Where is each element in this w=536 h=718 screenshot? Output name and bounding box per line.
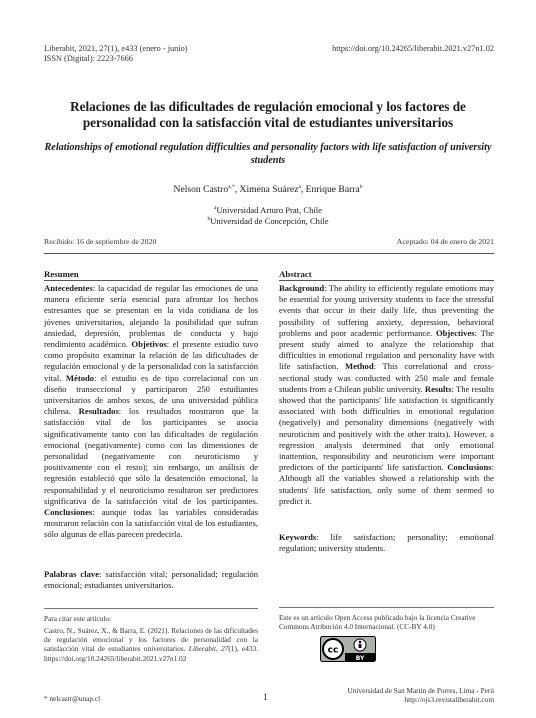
citation-text (44, 626, 258, 663)
citation-journal: Liberabit, 27 (188, 644, 229, 654)
section-label: Results (424, 383, 452, 394)
resumen-heading: Resumen (44, 269, 79, 279)
keywords-text: : life satisfaction; personality; emotional regulation; university students. (279, 532, 494, 554)
resumen-body (44, 283, 258, 541)
keywords-text: : satisfacción vital; personalidad; regulación emocional; estudiantes universitarios. (44, 569, 258, 591)
doi-link[interactable]: https://doi.org/10.24265/liberabit.2021.v27n1.02 (332, 44, 494, 53)
citation-tail[interactable]: (1), e433. https://doi.org/10.24265/liberabit.2021.v27n1.02 (44, 644, 259, 663)
author-list (40, 184, 496, 195)
divider (279, 280, 494, 281)
author-superscript: b (359, 184, 363, 190)
abstract-body (279, 283, 494, 507)
section-text: : el presente estudio tuvo como propósito examinar la relación de las dificultades de regulación emocional y de la personalidad con la satisfacción vital. (44, 339, 258, 383)
corresponding-email[interactable]: * nelcastr@unap.cl (44, 694, 101, 703)
section-label: Objectives (435, 327, 475, 338)
accepted-date: Aceptado: 04 de enero de 2021 (396, 237, 494, 246)
author-name: Ximena Suárez (239, 184, 299, 196)
affiliation-superscript: b (207, 216, 211, 222)
issn-line: ISSN (Digital): 2223-7666 (44, 54, 133, 63)
affiliation-superscript: a (214, 205, 217, 211)
journal-url[interactable]: http://ojs3.revistaliberabit.com (404, 695, 494, 704)
section-text: : Although all the variables showed a relationship with the students' life satisfaction, only some of them seemed to predict it. (279, 462, 494, 506)
publisher-line: Universidad de San Martín de Porres, Lima - Perú (347, 686, 494, 695)
section-text: : aunque todas las variables consideradas mostraron relación con la satisfacción vital de los estudiantes, sólo algunas de ellas parecen predecirla. (44, 507, 258, 540)
author-separator: , (300, 184, 306, 196)
author-name: Nelson Castro (173, 184, 229, 196)
section-text: : los resultados mostraron que la satisfacción vital de los participantes se asocia significativamente tanto con las dificultades de regulación emocional (negativamente) como con las dimensiones de personalidad (negativamente con neuroticismo y positivamente con el resto); sin embargo, un análisis de regresión estableció que sólo la desatención emocional, la responsabilidad y el neuroticismo resultaron ser predictores significativa de la satisfacción vital de los participantes. (44, 406, 259, 506)
section-text: : el estudio es de tipo correlacional con un diseño transeccional y participaron 250 estudiantes universitarios de ambos sexos, de una universidad pública chilena. (44, 372, 258, 417)
section-label: Method (344, 361, 374, 372)
divider (44, 280, 258, 281)
citation-reference: Castro, N., Suárez, X., & Barra, E. (2021). Relaciones de las dificultades de regulación emocional y los factores de personalidad con la satisfacción vital de estudiantes universitarios. (44, 626, 258, 654)
received-date: Recibido: 16 de septiembre de 2020 (44, 237, 157, 246)
page-number: 1 (263, 692, 268, 702)
keywords-label: Palabras clave (44, 569, 100, 579)
title-spanish: Relaciones de las dificultades de regulación emocional y los factores de personalidad con la satisfacción vital de estudiantes universitarios (70, 99, 466, 130)
section-label: Antecedentes (44, 283, 93, 293)
abstract-keywords (279, 532, 494, 554)
abstract-text (279, 283, 494, 506)
divider (44, 608, 258, 609)
divider (279, 607, 494, 608)
author-separator: , (234, 184, 240, 196)
divider (44, 253, 494, 254)
section-text: : The results showed that the participants' life satisfaction is significantly associated with both difficulties in emotional regulation (negatively) and personality dimensions (negatively with neuroticism and positively with the other traits). However, a regression analysis determined that only emotional inattention, responsibility and neuroticism were important predictors of the participants' life satisfaction. (279, 383, 495, 473)
section-label: Conclusiones (44, 507, 93, 518)
license-text: Este es un artículo Open Access publicado bajo la licencia Creative Commons Atribución 4.0 Internacional. (CC-BY 4.0) (279, 613, 476, 632)
section-label: Método (65, 372, 95, 383)
section-label: Resultados (78, 406, 119, 417)
section-text: : The ability to efficiently regulate emotions may be essential for young university students to face the stressful events that occur in their daily life, thus preventing the possibility of suffering anxiety, depression, behavioral problems and poor academic performance. (279, 283, 494, 338)
citation-label: Para citar este artículo: (44, 614, 112, 623)
author-superscript: a (298, 184, 301, 190)
author-superscript: a,* (228, 184, 235, 190)
section-label: Conclusions (447, 462, 492, 473)
section-text: : This correlational and cross-sectional study was conducted with 250 male and female students from a Chilean public university. (279, 361, 494, 394)
section-text: : la capacidad de regular las emociones de una manera eficiente sería esencial para afrontar los hechos estresantes que se presentan en la vida cotidiana de los jóvenes universitarios, alejando la posibilidad que sufran ansiedad, depresión, problemas de conducta y bajo rendimiento académico. (44, 283, 258, 350)
affiliation (40, 214, 496, 226)
resumen-text (44, 283, 258, 539)
journal-line: Liberabit, 2021, 27(1), e433 (enero - junio) (44, 44, 188, 53)
section-label: Objetivos (131, 339, 167, 350)
author-name: Enrique Barra (305, 184, 360, 196)
affiliation-name: Universidad Arturo Prat, Chile (216, 204, 322, 215)
by-label: BY (355, 655, 365, 662)
section-label: Background (279, 283, 325, 293)
cc-label: cc (327, 645, 339, 656)
abstract-heading: Abstract (279, 269, 312, 279)
keywords-label: Keywords (279, 532, 317, 542)
title-english: Relationships of emotional regulation difficulties and personality factors with life satisfaction of university students (44, 142, 492, 166)
affiliation-name: Universidad de Concepción, Chile (210, 215, 329, 226)
cc-by-license-icon[interactable] (320, 636, 376, 662)
section-text: : The present study aimed to analyze the relationship that difficulties in emotional regulation and personality have with life satisfaction. (279, 327, 494, 372)
resumen-keywords (44, 569, 258, 591)
